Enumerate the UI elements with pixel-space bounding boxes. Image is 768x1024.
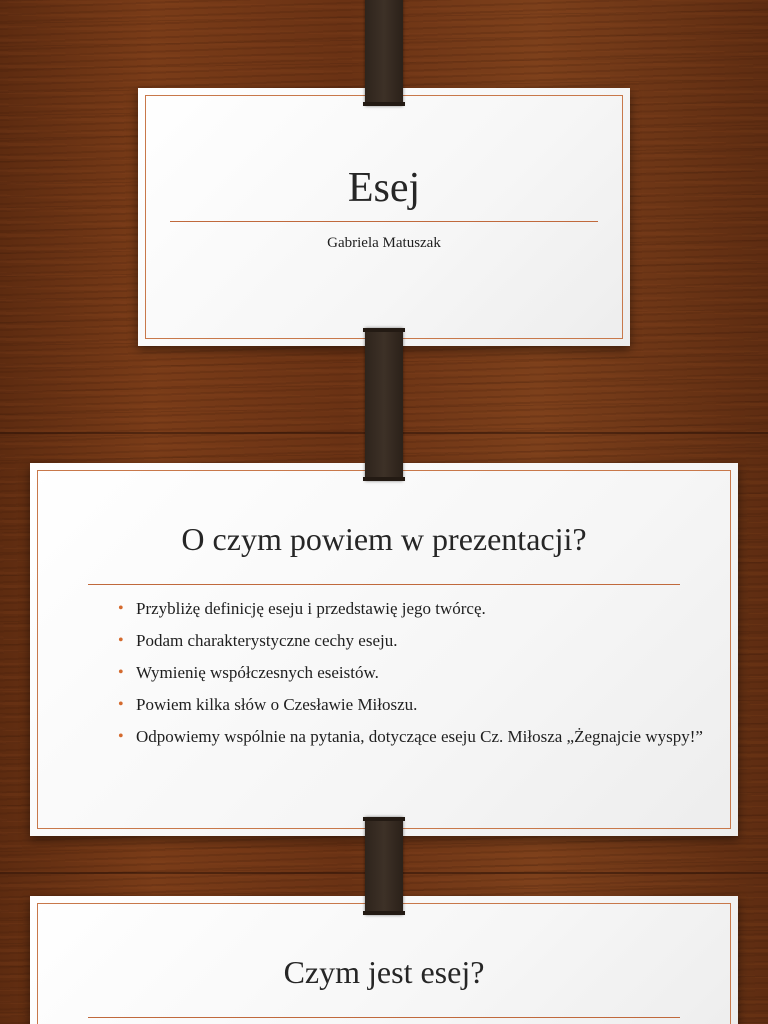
slide-strap-bottom (365, 817, 403, 915)
bullet-icon: • (118, 728, 124, 745)
bullet-text: Wymienię współczesnych eseistów. (136, 663, 379, 682)
bullet-text: Podam charakterystyczne cechy eseju. (136, 631, 398, 650)
slide-agenda[interactable] (30, 463, 738, 836)
bullet-text: Odpowiemy wspólnie na pytania, dotyczące eseju Cz. Miłosza „Żegnajcie wyspy!” (136, 727, 703, 746)
bullet-icon: • (118, 696, 124, 713)
slide-strap-top (365, 0, 403, 106)
bullet-text: Przybliżę definicję eseju i przedstawię jego twórcę. (136, 599, 486, 618)
title-divider (170, 221, 598, 222)
slide-title: Esej (347, 165, 421, 211)
slide-title-card[interactable] (138, 88, 630, 346)
bullet-item (114, 695, 714, 715)
slide-subtitle: Gabriela Matuszak (327, 235, 441, 251)
bullet-item (114, 631, 714, 651)
title-divider (88, 584, 680, 585)
title-divider (88, 1017, 680, 1018)
bullet-icon: • (118, 664, 124, 681)
bullet-icon: • (118, 632, 124, 649)
bullet-item (114, 663, 714, 683)
slide-strap-middle (365, 328, 403, 481)
bullet-item (114, 727, 714, 747)
slide-title: O czym powiem w prezentacji? (181, 521, 587, 557)
slide-definition[interactable] (30, 896, 738, 1024)
slide-title: Czym jest esej? (283, 954, 485, 990)
bullet-icon: • (118, 600, 124, 617)
bullet-list (114, 599, 714, 759)
bullet-item (114, 599, 714, 619)
slide-frame (145, 95, 623, 339)
bullet-text: Powiem kilka słów o Czesławie Miłoszu. (136, 695, 418, 714)
